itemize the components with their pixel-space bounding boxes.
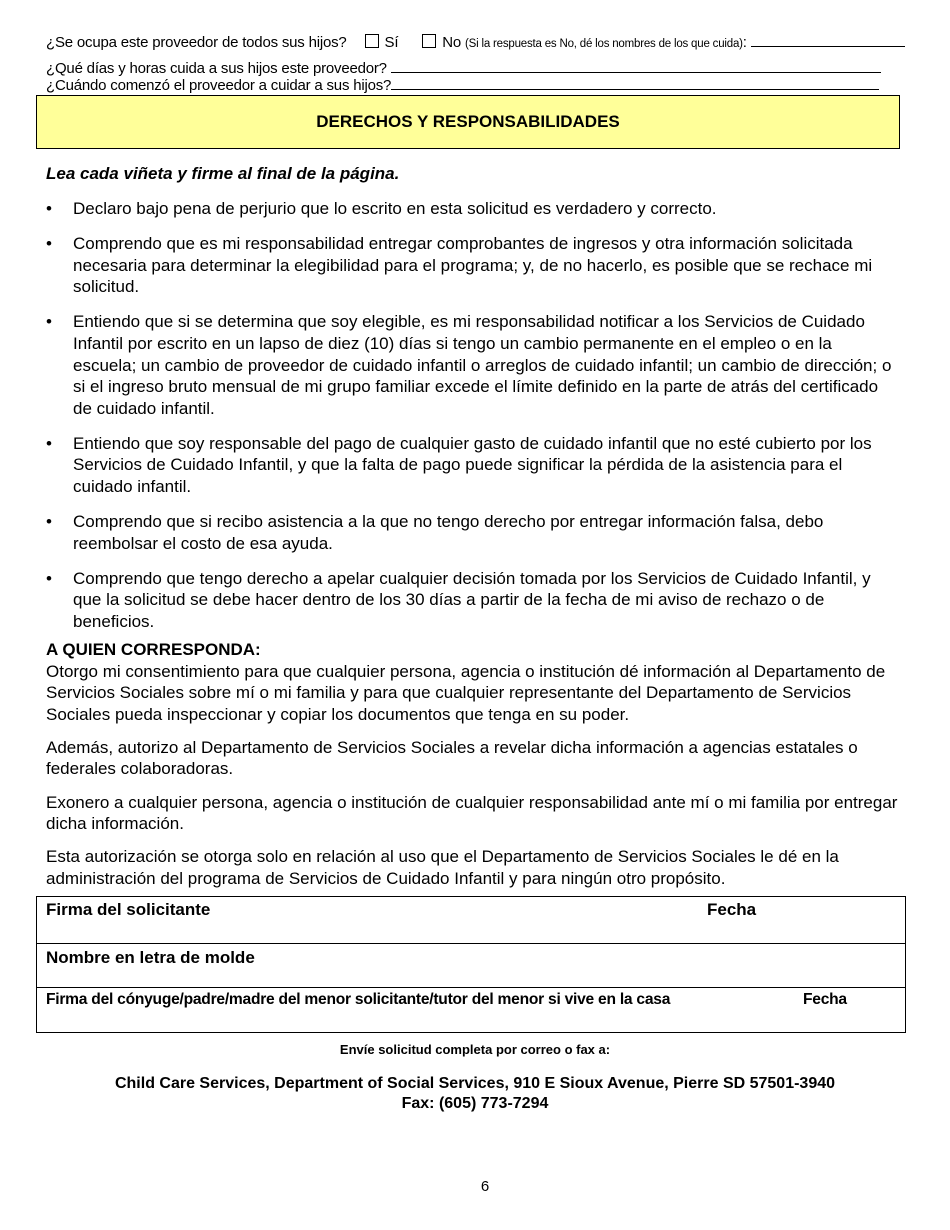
question-days-hours-label: ¿Qué días y horas cuida a sus hijos este proveedor?: [46, 60, 387, 77]
bullet-text: Entiendo que si se determina que soy elegible, es mi responsabilidad notificar a los Servicios de Cuidado Infantil por escrito en un lapso de diez (10) días si tengo un cambio permanente en el empleo o en la escuela; un cambio de proveedor de cuidado infantil o arreglos de cuidado infantil; un cambio de dirección; o si el ingreso bruto mensual de mi grupo familiar excede el límite definido en la parte de atrás del certificado de cuidado infantil.: [73, 312, 892, 418]
spouse-signature-label: Firma del cónyuge/padre/madre del menor solicitante/tutor del menor si vive en la casa: [46, 991, 671, 1008]
question-start-date-label: ¿Cuándo comenzó el proveedor a cuidar a sus hijos?: [46, 77, 392, 94]
question-all-children-label: ¿Se ocupa este proveedor de todos sus hijos?: [46, 34, 347, 51]
list-item: • Entiendo que si se determina que soy elegible, es mi responsabilidad notificar a los Servicios de Cuidado Infantil por escrito en un lapso de diez (10) días si tengo un cambio permanente en el empleo o en la escuela; un cambio de proveedor de cuidado infantil o arreglos de cuidado infantil; un cambio de dirección; o si el ingreso bruto mensual de mi grupo familiar excede el límite definido en la parte de atrás del certificado de cuidado infantil.: [46, 311, 898, 419]
authorization-paragraph: Esta autorización se otorga solo en relación al uso que el Departamento de Servicios Sociales le dé en la administración del programa de Servicios de Cuidado Infantil y para ningún otro propósito.: [46, 847, 839, 888]
yes-label: Sí: [384, 34, 399, 51]
rights-list: [46, 198, 898, 646]
bullet-text: Comprendo que tengo derecho a apelar cualquier decisión tomada por los Servicios de Cuidado Infantil, y que la solicitud se debe hacer dentro de los 30 días a partir de la fecha de mi aviso de rechazo o de beneficios.: [73, 568, 871, 631]
section-title: DERECHOS Y RESPONSABILIDADES: [316, 112, 620, 131]
yes-checkbox[interactable]: [365, 34, 379, 48]
signature-box: [36, 896, 906, 1033]
authorization-paragraph: Otorgo mi consentimiento para que cualquier persona, agencia o institución dé información al Departamento de Servicios Sociales sobre mí o mi familia y para que cualquier representante del Departamento de Servicios Sociales pueda inspeccionar y copiar los documentos que tenga en su poder.: [46, 661, 886, 724]
print-name-field[interactable]: [37, 944, 905, 988]
bullet-text: Comprendo que es mi responsabilidad entregar comprobantes de ingresos y otra información solicitada necesaria para determinar la elegibilidad para el programa; y, de no hacerlo, es posible que se rechace mi solicitud.: [73, 234, 873, 297]
list-item: • Comprendo que si recibo asistencia a la que no tengo derecho por entregar información falsa, debo reembolsar el costo de esa ayuda.: [46, 511, 898, 554]
mailing-address: [0, 1074, 950, 1114]
address-line: Child Care Services, Department of Social Services, 910 E Sioux Avenue, Pierre SD 57501-3940: [114, 1075, 836, 1092]
authorization-paragraph: Exonero a cualquier persona, agencia o institución de cualquier responsabilidad ante mí o mi familia por entregar dicha información.: [46, 792, 898, 834]
list-item: • Declaro bajo pena de perjurio que lo escrito en esta solicitud es verdadero y correcto.: [46, 199, 717, 218]
children-names-field[interactable]: [751, 34, 905, 47]
authorization-paragraph: Además, autorizo al Departamento de Servicios Sociales a revelar dicha información a agencias estatales o federales colaboradoras.: [46, 737, 858, 779]
applicant-date-label: Fecha: [707, 900, 757, 919]
applicant-signature-field[interactable]: [37, 897, 905, 944]
authorization-heading: A QUIEN CORRESPONDA:: [46, 640, 261, 659]
send-instruction: Envíe solicitud completa por correo o fax a:: [339, 1042, 611, 1057]
question-all-children: ¿Se ocupa este proveedor de todos sus hijos? Sí No (Si la respuesta es No, dé los nombres de los que cuida):: [46, 34, 905, 51]
bullet-text: Declaro bajo pena de perjurio que lo escrito en esta solicitud es verdadero y correcto.: [73, 199, 717, 218]
fax-line: Fax: (605) 773-7294: [401, 1095, 549, 1112]
applicant-signature-label: Firma del solicitante: [46, 900, 211, 919]
list-item: • Comprendo que tengo derecho a apelar cualquier decisión tomada por los Servicios de Cuidado Infantil, y que la solicitud se debe hacer dentro de los 30 días a partir de la fecha de mi aviso de rechazo o de beneficios.: [46, 568, 898, 633]
spouse-date-label: Fecha: [803, 991, 847, 1008]
bullet-text: Comprendo que si recibo asistencia a la que no tengo derecho por entregar información falsa, debo reembolsar el costo de esa ayuda.: [73, 512, 824, 553]
no-note: (Si la respuesta es No, dé los nombres de los que cuida): [465, 38, 743, 50]
list-item: • Entiendo que soy responsable del pago de cualquier gasto de cuidado infantil que no esté cubierto por los Servicios de Cuidado Infantil, y que la falta de pago puede significar la pérdida de la asistencia para el cuidado infantil.: [46, 433, 898, 498]
page-number: 6: [480, 1178, 490, 1195]
bullet-text: Entiendo que soy responsable del pago de cualquier gasto de cuidado infantil que no esté cubierto por los Servicios de Cuidado Infantil, y que la falta de pago puede significar la pérdida de la asistencia para el cuidado infantil.: [73, 433, 872, 497]
start-date-field[interactable]: [391, 77, 879, 90]
spouse-signature-field[interactable]: [37, 988, 905, 1032]
authorization-section: [46, 639, 906, 901]
print-name-label: Nombre en letra de molde: [46, 948, 255, 967]
section-banner: [36, 95, 900, 149]
instruction-text: Lea cada viñeta y firme al final de la página.: [46, 164, 400, 183]
no-label: No: [442, 34, 462, 51]
no-checkbox[interactable]: [422, 34, 436, 48]
question-start-date: [46, 77, 879, 94]
question-days-hours: [46, 60, 881, 77]
list-item: • Comprendo que es mi responsabilidad entregar comprobantes de ingresos y otra información solicitada necesaria para determinar la elegibilidad para el programa; y, de no hacerlo, es posible que se rechace mi solicitud.: [46, 233, 898, 298]
days-hours-field[interactable]: [391, 60, 881, 73]
